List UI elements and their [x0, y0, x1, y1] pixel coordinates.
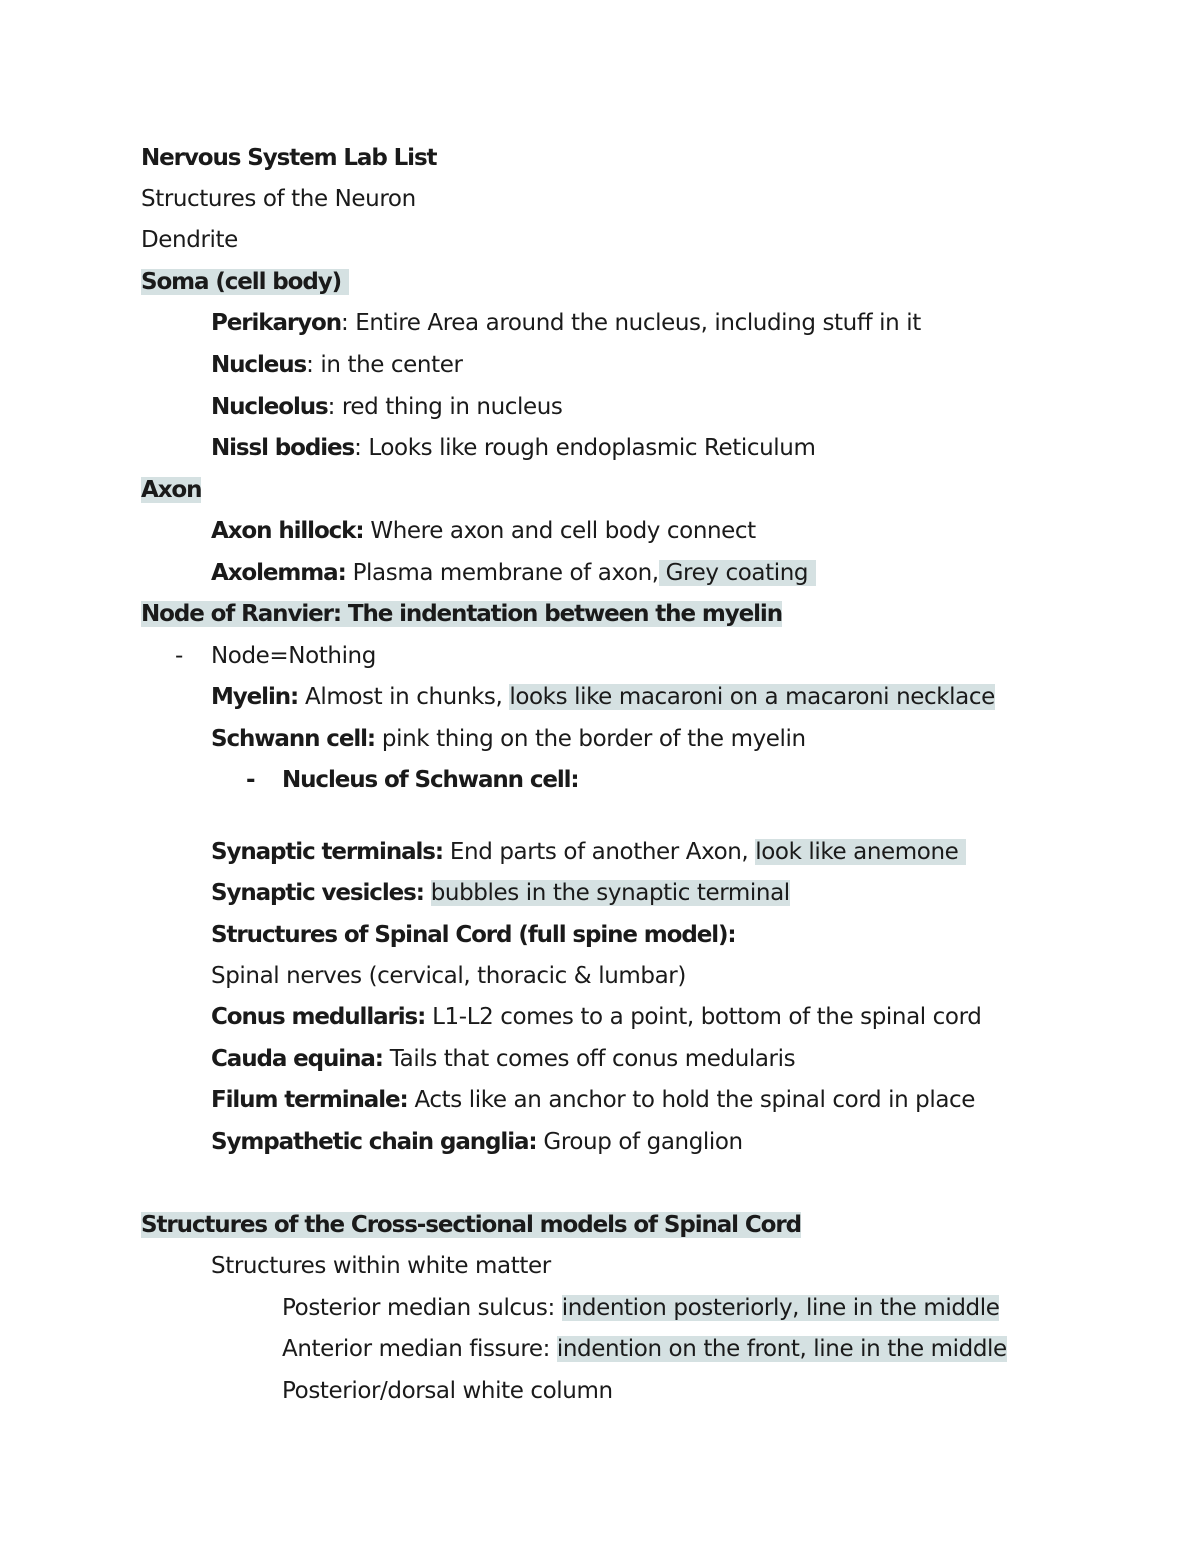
- cross-section-heading-text: Structures of the Cross-sectional models of Spinal Cord: [141, 1212, 801, 1238]
- axon-hillock-term: Axon hillock:: [211, 518, 364, 544]
- myelin-item: [211, 679, 995, 715]
- conus-desc: L1-L2 comes to a point, bottom of the spinal cord: [425, 1004, 982, 1030]
- nucleus-item: [211, 347, 463, 383]
- schwann-desc: pink thing on the border of the myelin: [375, 726, 806, 752]
- dorsal-column-item: Posterior/dorsal white column: [282, 1378, 613, 1404]
- node-heading: [141, 596, 782, 632]
- axon-hillock-desc: Where axon and cell body connect: [363, 518, 756, 544]
- cross-section-heading: [141, 1207, 801, 1243]
- nucleolus-desc: : red thing in nucleus: [327, 394, 563, 420]
- synaptic-terminals-desc: End parts of another Axon,: [443, 839, 756, 865]
- bullet-dash: -: [175, 643, 183, 669]
- axon-heading: [141, 472, 201, 508]
- synaptic-vesicles-highlight: bubbles in the synaptic terminal: [430, 880, 790, 906]
- schwann-term: Schwann cell:: [211, 726, 375, 752]
- node-bullet-text: Node=Nothing: [211, 643, 376, 669]
- axon-hillock-item: [211, 513, 756, 549]
- bullet-dash: -: [246, 767, 255, 793]
- node-bullet: [175, 638, 376, 674]
- axolemma-desc: Plasma membrane of axon,: [345, 560, 659, 586]
- schwann-item: [211, 721, 806, 757]
- conus-item: [211, 999, 981, 1035]
- soma-heading: [141, 264, 349, 300]
- axolemma-highlight: Grey coating: [659, 560, 816, 586]
- cauda-term: Cauda equina:: [211, 1046, 383, 1072]
- synaptic-terminals-term: Synaptic terminals:: [211, 839, 443, 865]
- synaptic-terminals-item: [211, 834, 966, 870]
- nucleus-term: Nucleus: [211, 352, 307, 378]
- synaptic-vesicles-term: Synaptic vesicles:: [211, 880, 424, 906]
- nucleolus-term: Nucleolus: [211, 394, 328, 420]
- myelin-term: Myelin:: [211, 684, 299, 710]
- myelin-desc: Almost in chunks,: [298, 684, 510, 710]
- posterior-sulcus-highlight: indention posteriorly, line in the middle: [561, 1295, 1000, 1321]
- cauda-desc: Tails that comes off conus medularis: [382, 1046, 796, 1072]
- sympathetic-item: [211, 1124, 743, 1160]
- section-neuron: Structures of the Neuron: [141, 186, 416, 212]
- cauda-item: [211, 1041, 795, 1077]
- nissl-term: Nissl bodies: [211, 435, 355, 461]
- nucleolus-item: [211, 389, 563, 425]
- perikaryon-desc: : Entire Area around the nucleus, including stuff in it: [341, 310, 921, 336]
- sympathetic-desc: Group of ganglion: [536, 1129, 743, 1155]
- conus-term: Conus medullaris:: [211, 1004, 426, 1030]
- schwann-nucleus-text: Nucleus of Schwann cell:: [282, 767, 579, 793]
- page-title: Nervous System Lab List: [141, 145, 437, 171]
- axolemma-term: Axolemma:: [211, 560, 346, 586]
- perikaryon-term: Perikaryon: [211, 310, 342, 336]
- synaptic-terminals-highlight: look like anemone: [755, 839, 966, 865]
- filum-desc: Acts like an anchor to hold the spinal cord in place: [407, 1087, 976, 1113]
- synaptic-vesicles-item: [211, 875, 790, 911]
- nissl-desc: : Looks like rough endoplasmic Reticulum: [354, 435, 816, 461]
- perikaryon-item: [211, 305, 921, 341]
- soma-heading-text: Soma (cell body): [141, 269, 349, 295]
- anterior-fissure-item: [282, 1331, 1007, 1367]
- spinal-nerves-item: Spinal nerves (cervical, thoracic & lumbar): [211, 963, 686, 989]
- schwann-nucleus-item: [246, 762, 579, 798]
- dendrite-item: Dendrite: [141, 227, 238, 253]
- anterior-fissure-term: Anterior median fissure:: [282, 1336, 557, 1362]
- node-heading-text: Node of Ranvier: The indentation between the myelin: [141, 601, 782, 627]
- synaptic-vesicles-desc: [424, 880, 431, 906]
- sympathetic-term: Sympathetic chain ganglia:: [211, 1129, 537, 1155]
- filum-item: [211, 1082, 975, 1118]
- axon-heading-text: Axon: [141, 477, 202, 503]
- white-matter-subheading: Structures within white matter: [211, 1253, 551, 1279]
- posterior-sulcus-item: [282, 1290, 999, 1326]
- axolemma-item: [211, 555, 816, 591]
- nucleus-desc: : in the center: [306, 352, 463, 378]
- myelin-highlight: looks like macaroni on a macaroni necklace: [509, 684, 995, 710]
- posterior-sulcus-term: Posterior median sulcus:: [282, 1295, 562, 1321]
- nissl-item: [211, 430, 815, 466]
- filum-term: Filum terminale:: [211, 1087, 408, 1113]
- spinal-heading: Structures of Spinal Cord (full spine model):: [211, 922, 736, 948]
- anterior-fissure-highlight: indention on the front, line in the middle: [556, 1336, 1007, 1362]
